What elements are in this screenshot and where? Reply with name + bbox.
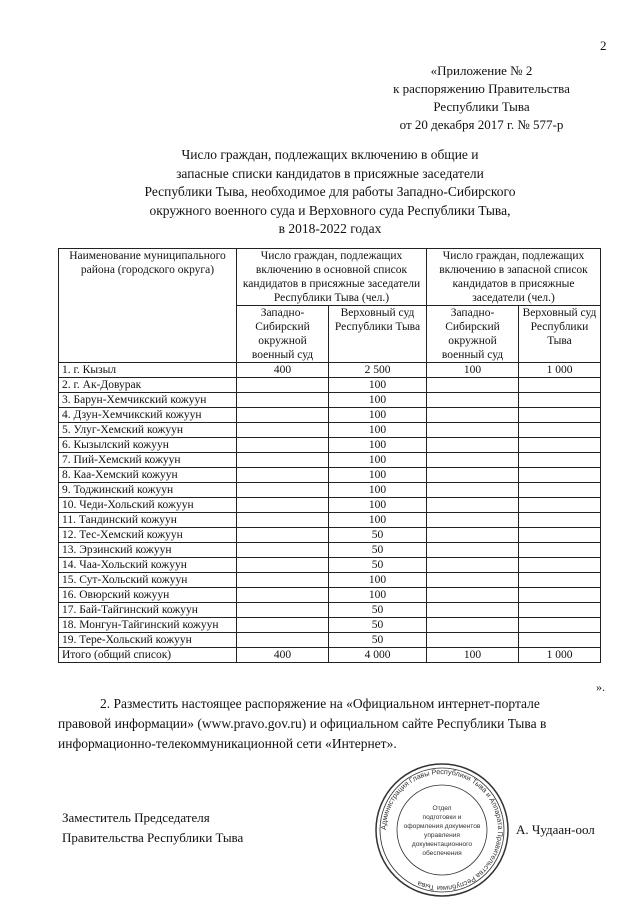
- cell-main-supreme: 50: [329, 618, 427, 633]
- table-row: [59, 648, 601, 663]
- cell-main-military: 400: [237, 648, 329, 663]
- cell-main-supreme: 50: [329, 633, 427, 648]
- cell-main-military: [237, 393, 329, 408]
- stamp-inner-line: управления: [424, 832, 460, 839]
- paragraph-2: [58, 694, 616, 754]
- table-row: [59, 513, 601, 528]
- subheader-supreme-court: Верховный суд Республики Тыва: [519, 306, 601, 363]
- cell-main-military: [237, 423, 329, 438]
- cell-main-military: [237, 513, 329, 528]
- cell-main-supreme: 100: [329, 393, 427, 408]
- cell-main-supreme: 100: [329, 468, 427, 483]
- cell-reserve-military: 100: [427, 363, 519, 378]
- stamp-inner-line: документационного: [411, 841, 473, 848]
- row-name: 12. Тес-Хемский кожуун: [59, 528, 237, 543]
- cell-main-supreme: 4 000: [329, 648, 427, 663]
- cell-reserve-military: 100: [427, 648, 519, 663]
- row-name: 5. Улуг-Хемский кожуун: [59, 423, 237, 438]
- cell-main-supreme: 100: [329, 378, 427, 393]
- cell-reserve-supreme: [519, 558, 601, 573]
- cell-reserve-supreme: [519, 483, 601, 498]
- cell-main-military: [237, 408, 329, 423]
- row-name: 15. Сут-Хольский кожуун: [59, 573, 237, 588]
- cell-reserve-military: [427, 423, 519, 438]
- row-name: 3. Барун-Хемчикский кожуун: [59, 393, 237, 408]
- header-main-list: Число граждан, подлежащих включению в основной список кандидатов в присяжные заседатели Республики Тыва (чел.): [237, 249, 427, 306]
- table-row: [59, 408, 601, 423]
- table-row: [59, 528, 601, 543]
- signatory-position: [62, 808, 243, 848]
- cell-main-military: [237, 603, 329, 618]
- cell-main-supreme: 50: [329, 558, 427, 573]
- cell-reserve-military: [427, 513, 519, 528]
- cell-reserve-supreme: [519, 543, 601, 558]
- paragraph-line: информационно-телекоммуникационной сети «Интернет».: [58, 736, 397, 751]
- cell-reserve-military: [427, 453, 519, 468]
- cell-reserve-military: [427, 633, 519, 648]
- cell-reserve-military: [427, 393, 519, 408]
- row-name: 11. Тандинский кожуун: [59, 513, 237, 528]
- row-name: 19. Тере-Хольский кожуун: [59, 633, 237, 648]
- subheader-supreme-court: Верховный суд Республики Тыва: [329, 306, 427, 363]
- appendix-line: к распоряжению Правительства: [393, 81, 570, 96]
- cell-reserve-supreme: [519, 528, 601, 543]
- cell-main-supreme: 2 500: [329, 363, 427, 378]
- appendix-line: Республики Тыва: [433, 99, 530, 114]
- table-row: [59, 573, 601, 588]
- row-name: 2. г. Ак-Довурак: [59, 378, 237, 393]
- row-name: 18. Монгун-Тайгинский кожуун: [59, 618, 237, 633]
- cell-reserve-supreme: 1 000: [519, 648, 601, 663]
- cell-reserve-military: [427, 528, 519, 543]
- table-row: [59, 603, 601, 618]
- cell-main-supreme: 100: [329, 483, 427, 498]
- cell-main-supreme: 50: [329, 528, 427, 543]
- position-line: Правительства Республики Тыва: [62, 830, 244, 845]
- row-name: 8. Каа-Хемский кожуун: [59, 468, 237, 483]
- appendix-line: «Приложение № 2: [430, 63, 533, 78]
- cell-main-supreme: 100: [329, 408, 427, 423]
- cell-reserve-supreme: [519, 513, 601, 528]
- cell-main-military: [237, 483, 329, 498]
- cell-reserve-military: [427, 573, 519, 588]
- table-row: [59, 453, 601, 468]
- table-row: [59, 588, 601, 603]
- cell-reserve-supreme: [519, 498, 601, 513]
- row-name: 17. Бай-Тайгинский кожуун: [59, 603, 237, 618]
- cell-main-military: [237, 573, 329, 588]
- document-title: [60, 146, 600, 239]
- subheader-military-court: Западно-Сибирский окружной военный суд: [237, 306, 329, 363]
- row-name: 7. Пий-Хемский кожуун: [59, 453, 237, 468]
- title-line: Число граждан, подлежащих включению в общие и: [181, 147, 479, 162]
- cell-main-supreme: 100: [329, 498, 427, 513]
- header-district: Наименование муниципального района (городского округа): [59, 249, 237, 363]
- table-row: [59, 633, 601, 648]
- cell-main-supreme: 100: [329, 513, 427, 528]
- cell-main-military: 400: [237, 363, 329, 378]
- cell-reserve-supreme: 1 000: [519, 363, 601, 378]
- page-number: 2: [600, 38, 607, 53]
- title-line: окружного военного суда и Верховного суда Республики Тыва,: [149, 202, 511, 218]
- cell-reserve-supreme: [519, 393, 601, 408]
- stamp-inner-line: обеспечения: [422, 850, 462, 857]
- table-row: [59, 363, 601, 378]
- title-line: Республики Тыва, необходимое для работы Западно-Сибирского: [144, 184, 516, 199]
- cell-main-military: [237, 633, 329, 648]
- appendix-line: от 20 декабря 2017 г. № 577-р: [399, 117, 564, 132]
- table-row: [59, 393, 601, 408]
- table-row: [59, 618, 601, 633]
- cell-reserve-military: [427, 408, 519, 423]
- cell-main-military: [237, 543, 329, 558]
- cell-reserve-military: [427, 483, 519, 498]
- title-line: в 2018-2022 годах: [278, 221, 382, 236]
- cell-main-supreme: 100: [329, 423, 427, 438]
- cell-reserve-supreme: [519, 618, 601, 633]
- cell-reserve-military: [427, 543, 519, 558]
- cell-reserve-supreme: [519, 423, 601, 438]
- cell-reserve-supreme: [519, 408, 601, 423]
- row-name: 4. Дзун-Хемчикский кожуун: [59, 408, 237, 423]
- row-name: 6. Кызылский кожуун: [59, 438, 237, 453]
- stamp-ring-text: Администрация Главы Республики Тыва и Аппарата Правительства Республики Тыва: [378, 766, 506, 894]
- row-name: 9. Тоджинский кожуун: [59, 483, 237, 498]
- cell-main-supreme: 100: [329, 438, 427, 453]
- cell-main-military: [237, 558, 329, 573]
- cell-main-military: [237, 528, 329, 543]
- cell-reserve-military: [427, 603, 519, 618]
- appendix-header: [360, 62, 603, 134]
- cell-main-military: [237, 498, 329, 513]
- jurors-table: [58, 248, 601, 663]
- row-name: 16. Овюрский кожуун: [59, 588, 237, 603]
- cell-reserve-military: [427, 378, 519, 393]
- table-row: [59, 498, 601, 513]
- row-name: 1. г. Кызыл: [59, 363, 237, 378]
- cell-main-supreme: 100: [329, 588, 427, 603]
- table-row: [59, 543, 601, 558]
- cell-main-supreme: 50: [329, 603, 427, 618]
- cell-reserve-supreme: [519, 603, 601, 618]
- position-line: Заместитель Председателя: [62, 810, 210, 825]
- cell-main-supreme: 100: [329, 573, 427, 588]
- table-row: [59, 378, 601, 393]
- table-row: [59, 468, 601, 483]
- row-name: Итого (общий список): [59, 648, 237, 663]
- cell-reserve-supreme: [519, 588, 601, 603]
- stamp-inner-line: Отдел: [432, 805, 452, 812]
- row-name: 13. Эрзинский кожуун: [59, 543, 237, 558]
- cell-reserve-military: [427, 588, 519, 603]
- signatory-name: А. Чудаан-оол: [516, 822, 595, 837]
- subheader-military-court: Западно-Сибирский окружной военный суд: [427, 306, 519, 363]
- cell-main-military: [237, 378, 329, 393]
- cell-reserve-supreme: [519, 573, 601, 588]
- official-stamp: [372, 760, 512, 900]
- title-line: запасные списки кандидатов в присяжные заседатели: [176, 165, 484, 181]
- cell-reserve-supreme: [519, 378, 601, 393]
- row-name: 14. Чаа-Хольский кожуун: [59, 558, 237, 573]
- cell-reserve-supreme: [519, 453, 601, 468]
- cell-main-supreme: 50: [329, 543, 427, 558]
- cell-main-military: [237, 468, 329, 483]
- table-closing-mark: ».: [596, 680, 605, 694]
- header-reserve-list: Число граждан, подлежащих включению в запасной список кандидатов в присяжные заседатели (чел.): [427, 249, 601, 306]
- cell-reserve-supreme: [519, 633, 601, 648]
- table-row: [59, 423, 601, 438]
- cell-main-military: [237, 453, 329, 468]
- cell-main-military: [237, 438, 329, 453]
- cell-main-military: [237, 618, 329, 633]
- cell-reserve-military: [427, 558, 519, 573]
- table-row: [59, 483, 601, 498]
- cell-reserve-military: [427, 438, 519, 453]
- svg-text:Администрация Главы Республики: [379, 767, 505, 893]
- table-row: [59, 558, 601, 573]
- cell-reserve-supreme: [519, 468, 601, 483]
- cell-main-military: [237, 588, 329, 603]
- paragraph-line: правовой информации» (www.pravo.gov.ru) и официальном сайте Республики Тыва в: [58, 716, 547, 731]
- cell-reserve-military: [427, 618, 519, 633]
- cell-reserve-military: [427, 468, 519, 483]
- paragraph-line: 2. Разместить настоящее распоряжение на «Официальном интернет-портале: [100, 696, 540, 711]
- cell-reserve-supreme: [519, 438, 601, 453]
- cell-reserve-military: [427, 498, 519, 513]
- cell-main-supreme: 100: [329, 453, 427, 468]
- stamp-inner-line: подготовки и: [422, 814, 462, 821]
- table-row: [59, 438, 601, 453]
- stamp-inner-line: оформления документов: [403, 823, 481, 830]
- row-name: 10. Чеди-Хольский кожуун: [59, 498, 237, 513]
